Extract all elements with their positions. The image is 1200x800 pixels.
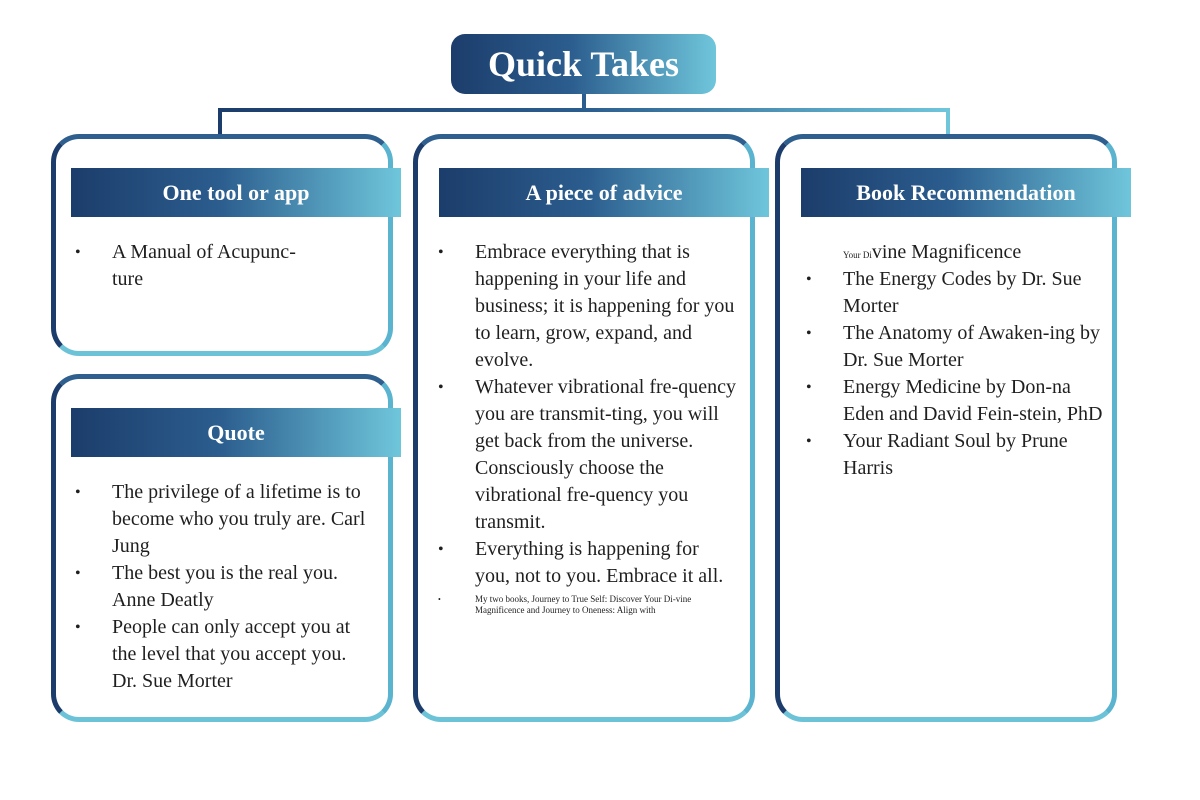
book-lead-line	[806, 239, 1143, 269]
list-item: • Energy Medicine by Don-na Eden and David Fein-stein, PhD	[806, 374, 1106, 428]
tool-list	[75, 239, 375, 293]
book-list	[806, 266, 1106, 482]
list-item: • People can only accept you at the level that you accept you. Dr. Sue Morter	[75, 614, 375, 695]
card-book-header: Book Recommendation	[801, 168, 1131, 217]
book-lead-small: Your Di	[843, 250, 872, 260]
list-item: • A Manual of Acupunc-ture	[75, 239, 375, 293]
list-item: • Whatever vibrational fre-quency you are transmit-ting, you will get back from the universe. Consciously choose the vibrational fre-quency you transmit.	[438, 374, 738, 536]
book-lead-large: vine Magnificence	[871, 241, 1022, 263]
advice-footnote: • My two books, Journey to True Self: Discover Your Di-vine Magnificence and Journey to Oneness: Align with	[438, 590, 738, 616]
list-item: • The privilege of a lifetime is to become who you truly are. Carl Jung	[75, 479, 375, 560]
quote-list	[75, 479, 375, 695]
list-item: • Everything is happening for you, not to you. Embrace it all.	[438, 536, 738, 590]
card-advice-header: A piece of advice	[439, 168, 769, 217]
card-quote-header: Quote	[71, 408, 401, 457]
list-item: • The Anatomy of Awaken-ing by Dr. Sue Morter	[806, 320, 1106, 374]
page-title: Quick Takes	[451, 34, 716, 94]
card-tool-header: One tool or app	[71, 168, 401, 217]
list-item: • The best you is the real you. Anne Deatly	[75, 560, 375, 614]
advice-list	[438, 239, 738, 616]
list-item: • Embrace everything that is happening in your life and business; it is happening for you to learn, grow, expand, and evolve.	[438, 239, 738, 374]
list-item: • The Energy Codes by Dr. Sue Morter	[806, 266, 1106, 320]
list-item: • Your Radiant Soul by Prune Harris	[806, 428, 1106, 482]
